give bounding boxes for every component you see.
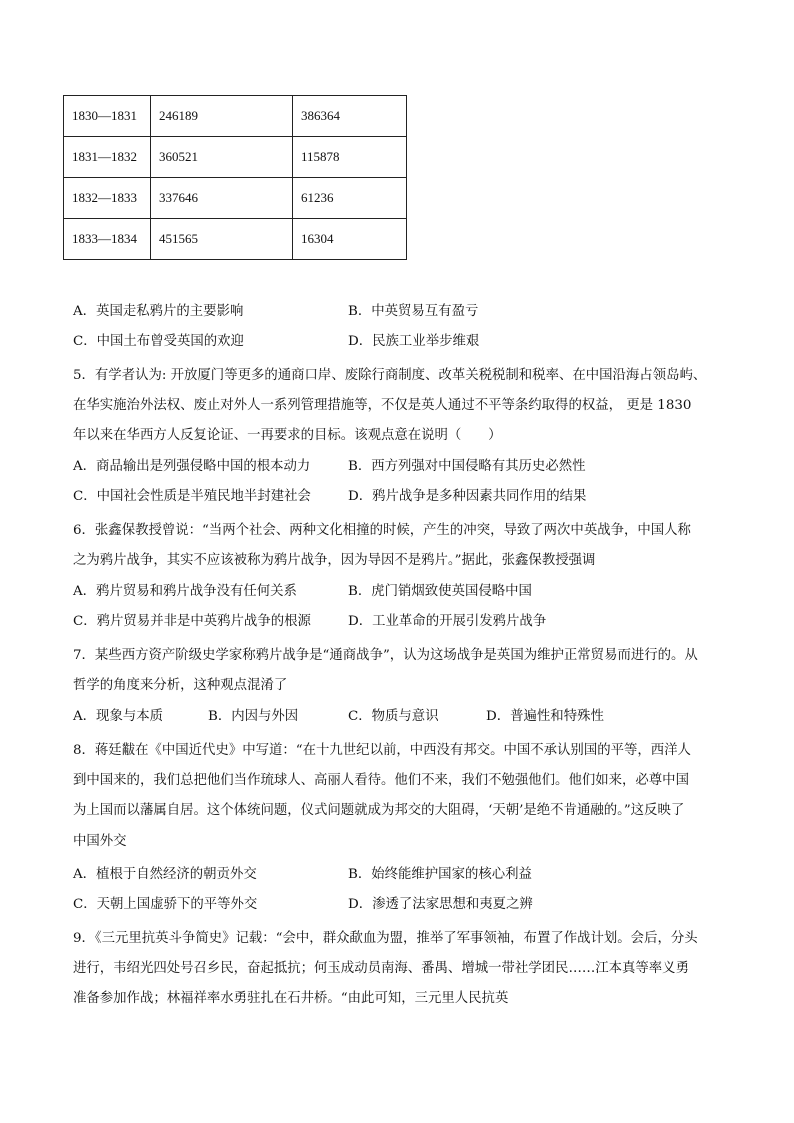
table-cell-value: 246189 bbox=[151, 96, 293, 137]
q7-stem-line: 哲学的角度来分析，这种观点混淆了 bbox=[73, 678, 288, 693]
table-row bbox=[64, 219, 407, 260]
table-cell-value: 337646 bbox=[151, 178, 293, 219]
q8-option-d: D．渗透了法家思想和夷夏之辨 bbox=[348, 897, 533, 912]
q4-option-d: D．民族工业举步维艰 bbox=[348, 334, 480, 349]
table-cell-value: 386364 bbox=[293, 96, 407, 137]
q8-stem-line: 为上国而以藩属自居。这个体统问题，仪式问题就成为邦交的大阻碍，‘天朝’是绝不肯通融的。”这反映了 bbox=[73, 803, 685, 818]
table-cell-period: 1833—1834 bbox=[64, 219, 151, 260]
q6-stem-line: 6．张鑫保教授曾说：“当两个社会、两种文化相撞的时候，产生的冲突，导致了两次中英战争，中国人称 bbox=[73, 523, 691, 538]
table-row bbox=[64, 137, 407, 178]
q7-option-a: A．现象与本质 bbox=[73, 709, 164, 724]
table-cell-period: 1832—1833 bbox=[64, 178, 151, 219]
q9-stem-line: 进行，韦绍光四处号召乡民，奋起抵抗；何玉成动员南海、番禺、增城一带社学团民……江本真等率义勇 bbox=[73, 961, 689, 976]
q6-stem-line: 之为鸦片战争，其实不应该被称为鸦片战争，因为导因不是鸦片。”据此，张鑫保教授强调 bbox=[73, 553, 596, 568]
q6-option-d: D．工业革命的开展引发鸦片战争 bbox=[348, 614, 547, 629]
table-cell-value: 115878 bbox=[293, 137, 407, 178]
q8-stem-line: 中国外交 bbox=[73, 834, 127, 849]
table-cell-value: 451565 bbox=[151, 219, 293, 260]
q8-stem-line: 8．蒋廷黻在《中国近代史》中写道：“在十九世纪以前，中西没有邦交。中国不承认别国的平等，西洋人 bbox=[73, 743, 691, 758]
q6-option-b: B．虎门销烟致使英国侵略中国 bbox=[348, 584, 532, 599]
table-row bbox=[64, 96, 407, 137]
q6-option-a: A．鸦片贸易和鸦片战争没有任何关系 bbox=[73, 584, 297, 599]
q5-option-b: B．西方列强对中国侵略有其历史必然性 bbox=[348, 459, 586, 474]
table-cell-value: 360521 bbox=[151, 137, 293, 178]
table-cell-value: 61236 bbox=[293, 178, 407, 219]
q4-option-c: C．中国土布曾受英国的欢迎 bbox=[73, 334, 244, 349]
q7-option-d: D．普遍性和特殊性 bbox=[486, 709, 604, 724]
table-row bbox=[64, 178, 407, 219]
q8-option-c: C．天朝上国虚骄下的平等外交 bbox=[73, 897, 258, 912]
q7-option-b: B．内因与外因 bbox=[208, 709, 299, 724]
q7-option-c: C．物质与意识 bbox=[348, 709, 439, 724]
q4-option-b: B．中英贸易互有盈亏 bbox=[348, 304, 479, 319]
q9-stem-line: 准备参加作战；林福祥率水勇驻扎在石井桥。“由此可知，三元里人民抗英 bbox=[73, 991, 509, 1006]
table-cell-period: 1830—1831 bbox=[64, 96, 151, 137]
trade-data-table bbox=[63, 95, 407, 260]
q7-stem-line: 7．某些西方资产阶级史学家称鸦片战争是“通商战争”，认为这场战争是英国为维护正常贸易而进行的。从 bbox=[73, 648, 698, 663]
table-cell-period: 1831—1832 bbox=[64, 137, 151, 178]
q5-stem-line: 年以来在华西方人反复论证、一再要求的目标。该观点意在说明（ ） bbox=[73, 428, 502, 443]
q8-stem-line: 到中国来的，我们总把他们当作琉球人、高丽人看待。他们不来，我们不勉强他们。他们如来，必尊中国 bbox=[73, 773, 689, 788]
q8-option-b: B．始终能维护国家的核心利益 bbox=[348, 867, 532, 882]
q6-option-c: C．鸦片贸易并非是中英鸦片战争的根源 bbox=[73, 614, 311, 629]
q5-stem-line: 5．有学者认为: 开放厦门等更多的通商口岸、废除行商制度、改革关税税制和税率、在中国沿海占领岛屿、 bbox=[73, 368, 707, 383]
q5-option-d: D．鸦片战争是多种因素共同作用的结果 bbox=[348, 489, 587, 504]
q9-stem-line: 9．《三元里抗英斗争简史》记载：“会中，群众歃血为盟，推举了军事领袖，布置了作战计划。会后，分头 bbox=[73, 931, 698, 946]
q4-option-a: A．英国走私鸦片的主要影响 bbox=[73, 304, 244, 319]
q8-option-a: A．植根于自然经济的朝贡外交 bbox=[73, 867, 257, 882]
q5-stem-line: 在华实施治外法权、废止对外人一系列管理措施等，不仅是英人通过不平等条约取得的权益， 更是 1830 bbox=[73, 398, 692, 413]
q5-option-a: A．商品输出是列强侵略中国的根本动力 bbox=[73, 459, 311, 474]
table-cell-value: 16304 bbox=[293, 219, 407, 260]
q5-option-c: C．中国社会性质是半殖民地半封建社会 bbox=[73, 489, 311, 504]
